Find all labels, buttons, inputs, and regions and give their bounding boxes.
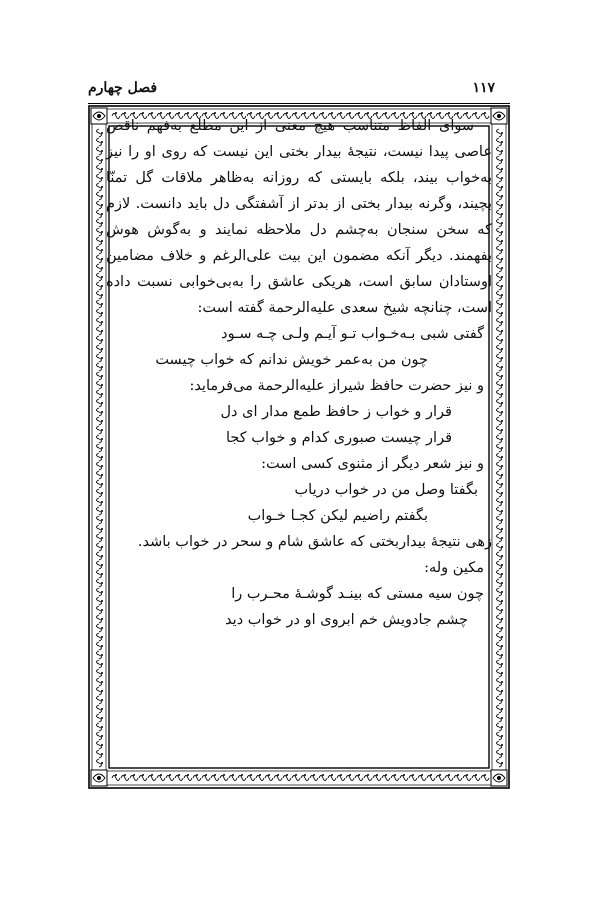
prose-line: مکین وله: (424, 560, 484, 576)
verse-line: بگفتم راضیم لیکن کجـا خـواب (247, 508, 428, 524)
prose-line: و نیز شعر دیگر از مثنوی کسی است: (261, 456, 484, 472)
verse-line: چون من به‌عمر خویش ندانم که خواب چیست (155, 352, 428, 368)
verse-line: چون سیه مستی که بینـد گوشـهٔ محـرب را (231, 586, 484, 602)
chapter-title: فصل چهارم (88, 80, 158, 96)
page-number: ۱۱۷ (472, 80, 495, 96)
page-body (106, 113, 492, 633)
header-rule (88, 103, 510, 104)
verse-line: چشم جادویش خم ابروی او در خواب دید (225, 612, 468, 628)
paragraph-intro (106, 113, 492, 321)
paragraph-conclusion (106, 529, 492, 555)
paragraph-text: سوای الفاظ متناسب هیچ معنی از این مطلع به‌فهم ناقص عاصی پیدا نیست، نتیجهٔ بیدار بختی این نیست که روی او را نیز به‌خواب بیند، بلکه بایستی که روزانه به‌ظاهر ملاقات گل تمنّا بچیند، وگرنه بیدار بختی از بدتر از آشفتگی دل باید دانست. لازم که سخن سنجان به‌چشم دل ملاحظه نمایند و به‌گوش هوش بفهمند. دیگر آنکه مضمون این بیت علی‌الرغم و خلاف مضامین اوستادان سابق است، هریکی عاشق را به‌بی‌خوابی نسبت داده است، چنانچه شیخ سعدی علیه‌الرحمة گفته است: (106, 118, 492, 316)
prose-line: و نیز حضرت حافظ شیراز علیه‌الرحمة می‌فرماید: (189, 378, 484, 394)
verse-line: قرار و خواب ز حافظ طمع مدار ای دل (220, 404, 452, 420)
verse-line: بگفتا وصل من در خواب دریاب (294, 482, 478, 498)
verse-line: قرار چیست صبوری کدام و خواب کجا (226, 430, 452, 446)
paragraph-text: زهی نتیجهٔ بیداربختی که عاشق شام و سحر در خواب باشد. (137, 534, 492, 550)
verse-line: گفتی شبی بـه‌خـواب تـو آیـم ولـی چـه سـود (221, 326, 484, 342)
